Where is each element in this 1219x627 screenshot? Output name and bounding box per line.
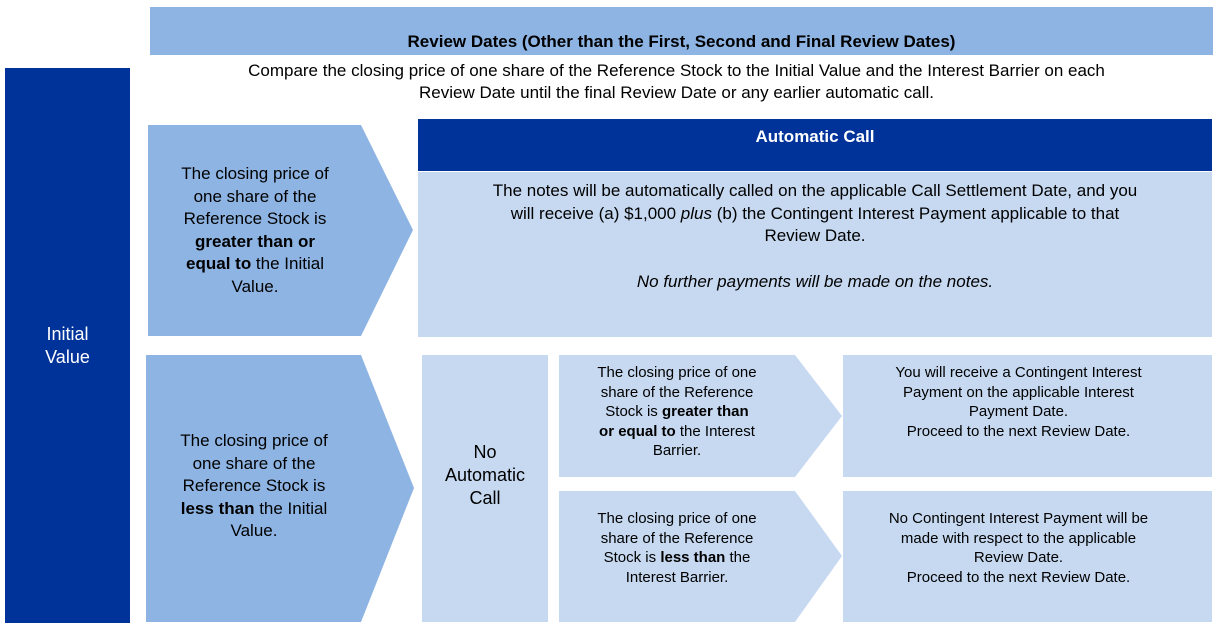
condition-ge-initial: The closing price of one share of the Reference Stock is greater than or equal to the Initial Value. bbox=[181, 164, 329, 296]
automatic-call-body: The notes will be automatically called on the applicable Call Settlement Date, and you will receive (a) $1,000 plus (b) the Contingent Interest Payment applicable to that Review Date. No further payments will be made on the notes. bbox=[418, 172, 1212, 337]
condition-lt-barrier: The closing price of one share of the Reference Stock is less than the Interest Barrier. bbox=[597, 510, 757, 586]
intro-text: Compare the closing price of one share of the Reference Stock to the Initial Value and the Interest Barrier on each Review Date until the final Review Date or any earlier automatic call. bbox=[248, 61, 1105, 102]
page-title: Review Dates (Other than the First, Second and Final Review Dates) bbox=[407, 32, 956, 51]
condition-lt-initial: The closing price of one share of the Reference Stock is less than the Initial Value. bbox=[180, 431, 328, 541]
condition-ge-barrier: The closing price of one share of the Reference Stock is greater than or equal to the Interest Barrier. bbox=[597, 364, 757, 459]
initial-value-bar: Initial Value bbox=[5, 68, 130, 623]
result-no-interest: No Contingent Interest Payment will be made with respect to the applicable Review Date. Proceed to the next Review Date. bbox=[843, 491, 1212, 622]
automatic-call-header: Automatic Call bbox=[418, 119, 1212, 171]
no-automatic-call-box: No Automatic Call bbox=[422, 355, 548, 622]
result-interest-paid: You will receive a Contingent Interest Payment on the applicable Interest Payment Date. Proceed to the next Review Date. bbox=[843, 355, 1212, 477]
